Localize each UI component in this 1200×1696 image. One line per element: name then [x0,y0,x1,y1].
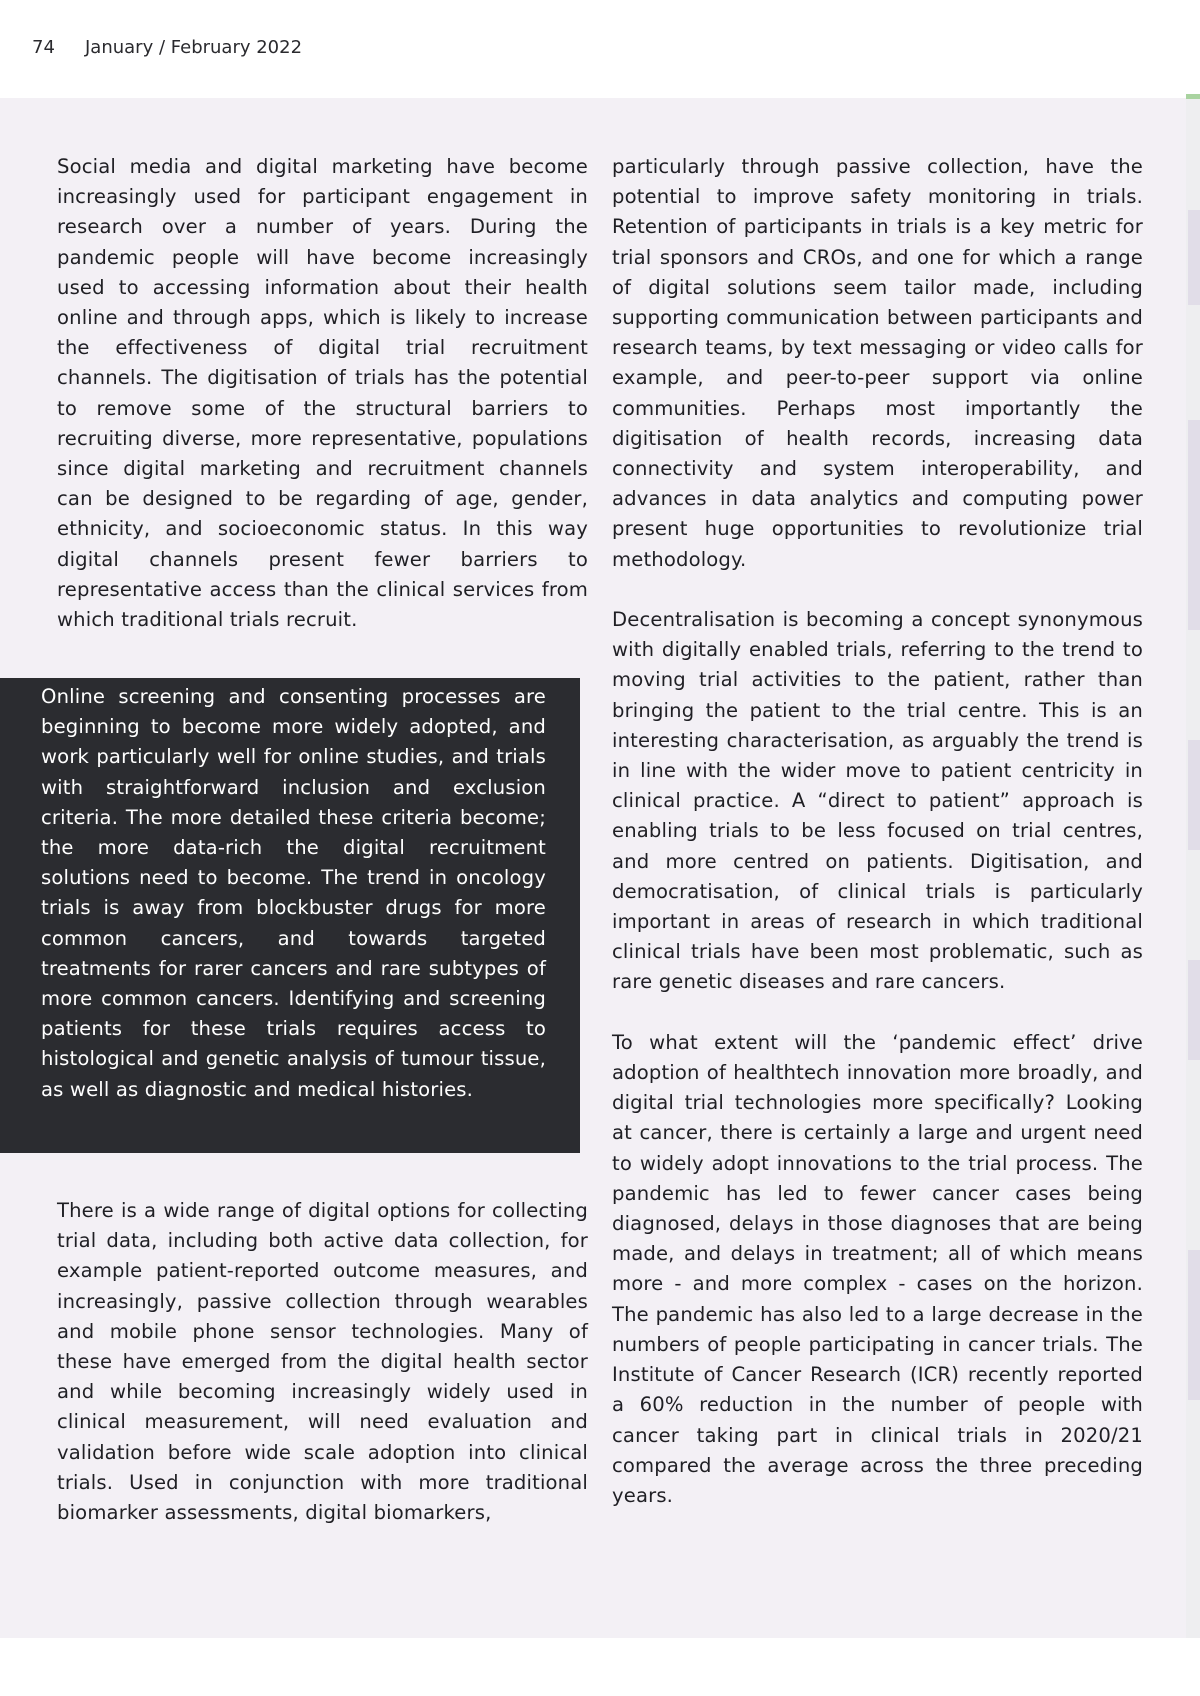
left-column-lower [57,1196,588,1528]
issue-date: January / February 2022 [85,37,303,58]
page-footer-margin [0,1638,1200,1696]
pull-quote-box [0,678,580,1153]
adjacent-page-edge [1186,98,1200,1638]
pull-quote-text: Online screening and consenting processes are beginning to become more widely adopted, and work particularly well for online studies, and trials with straightforward inclusion and exclusion criteria. The more detailed these criteria become; the more data-rich the digital recruitment solutions need to become. The trend in oncology trials is away from blockbuster drugs for more common cancers, and towards targeted treatments for rarer cancers and rare subtypes of more common cancers. Identifying and screening patients for these trials requires access to histological and genetic analysis of tumour tissue, as well as diagnostic and medical histories. [41,685,546,1101]
article-paragraph: To what extent will the ‘pandemic effect’ drive adoption of healthtech innovation more broadly, and digital trial technologies more specifically? Looking at cancer, there is certainly a large and urgent need to widely adopt innovations to the trial process. The pandemic has led to fewer cancer cases being diagnosed, delays in those diagnoses that are being made, and delays in treatment; all of which means more - and more complex - cases on the horizon. The pandemic has also led to a large decrease in the numbers of people participating in cancer trials. The Institute of Cancer Research (ICR) recently reported a 60% reduction in the number of people with cancer taking part in clinical trials in 2020/21 compared the average across the three preceding years. [612,1030,1143,1507]
article-paragraph: Social media and digital marketing have become increasingly used for participant engagement in research over a number of years. During the pandemic people will have become increasingly used to accessing information about their health online and through apps, which is likely to increase the effectiveness of digital trial recruitment channels. The digitisation of trials has the potential to remove some of the structural barriers to recruiting diverse, more representative, populations since digital marketing and recruitment channels can be designed to be regarding of age, gender, ethnicity, and socioeconomic status. In this way digital channels present fewer barriers to representative access than the clinical services from which traditional trials recruit. [57,155,588,632]
page-header [0,0,1200,98]
article-paragraph: Decentralisation is becoming a concept synonymous with digitally enabled trials, referring to the trend to moving trial activities to the patient, rather than bringing the patient to the trial centre. This is an interesting characterisation, as arguably the trend is in line with the wider move to patient centricity in clinical practice. A “direct to patient” approach is enabling trials to be less focused on trial centres, and more centred on patients. Digitisation, and democratisation, of clinical trials is particularly important in areas of research in which traditional clinical trials have been most problematic, such as rare genetic diseases and rare cancers. [612,608,1143,994]
adjacent-page-shade [1188,960,1200,1060]
page-number: 74 [32,37,55,58]
adjacent-page-shade [1188,420,1200,630]
adjacent-page-shade [1188,1250,1200,1400]
adjacent-page-shade [1188,740,1200,850]
adjacent-page-accent [1186,94,1200,99]
adjacent-page-shade [1188,210,1200,305]
article-paragraph: particularly through passive collection, have the potential to improve safety monitoring in trials. Retention of participants in trials is a key metric for trial sponsors and CROs, and one for which a range of digital solutions seem tailor made, including supporting communication between participants and research teams, by text messaging or video calls for example, and peer-to-peer support via online communities. Perhaps most importantly the digitisation of health records, increasing data connectivity and system interoperability, and advances in data analytics and computing power present huge opportunities to revolutionize trial methodology. [612,155,1143,571]
article-paragraph: There is a wide range of digital options for collecting trial data, including both active data collection, for example patient-reported outcome measures, and increasingly, passive collection through wearables and mobile phone sensor technologies. Many of these have emerged from the digital health sector and while becoming increasingly widely used in clinical measurement, will need evaluation and validation before wide scale adoption into clinical trials. Used in conjunction with more traditional biomarker assessments, digital biomarkers, [57,1199,588,1525]
left-column-intro [57,152,588,635]
right-column [612,152,1143,1511]
